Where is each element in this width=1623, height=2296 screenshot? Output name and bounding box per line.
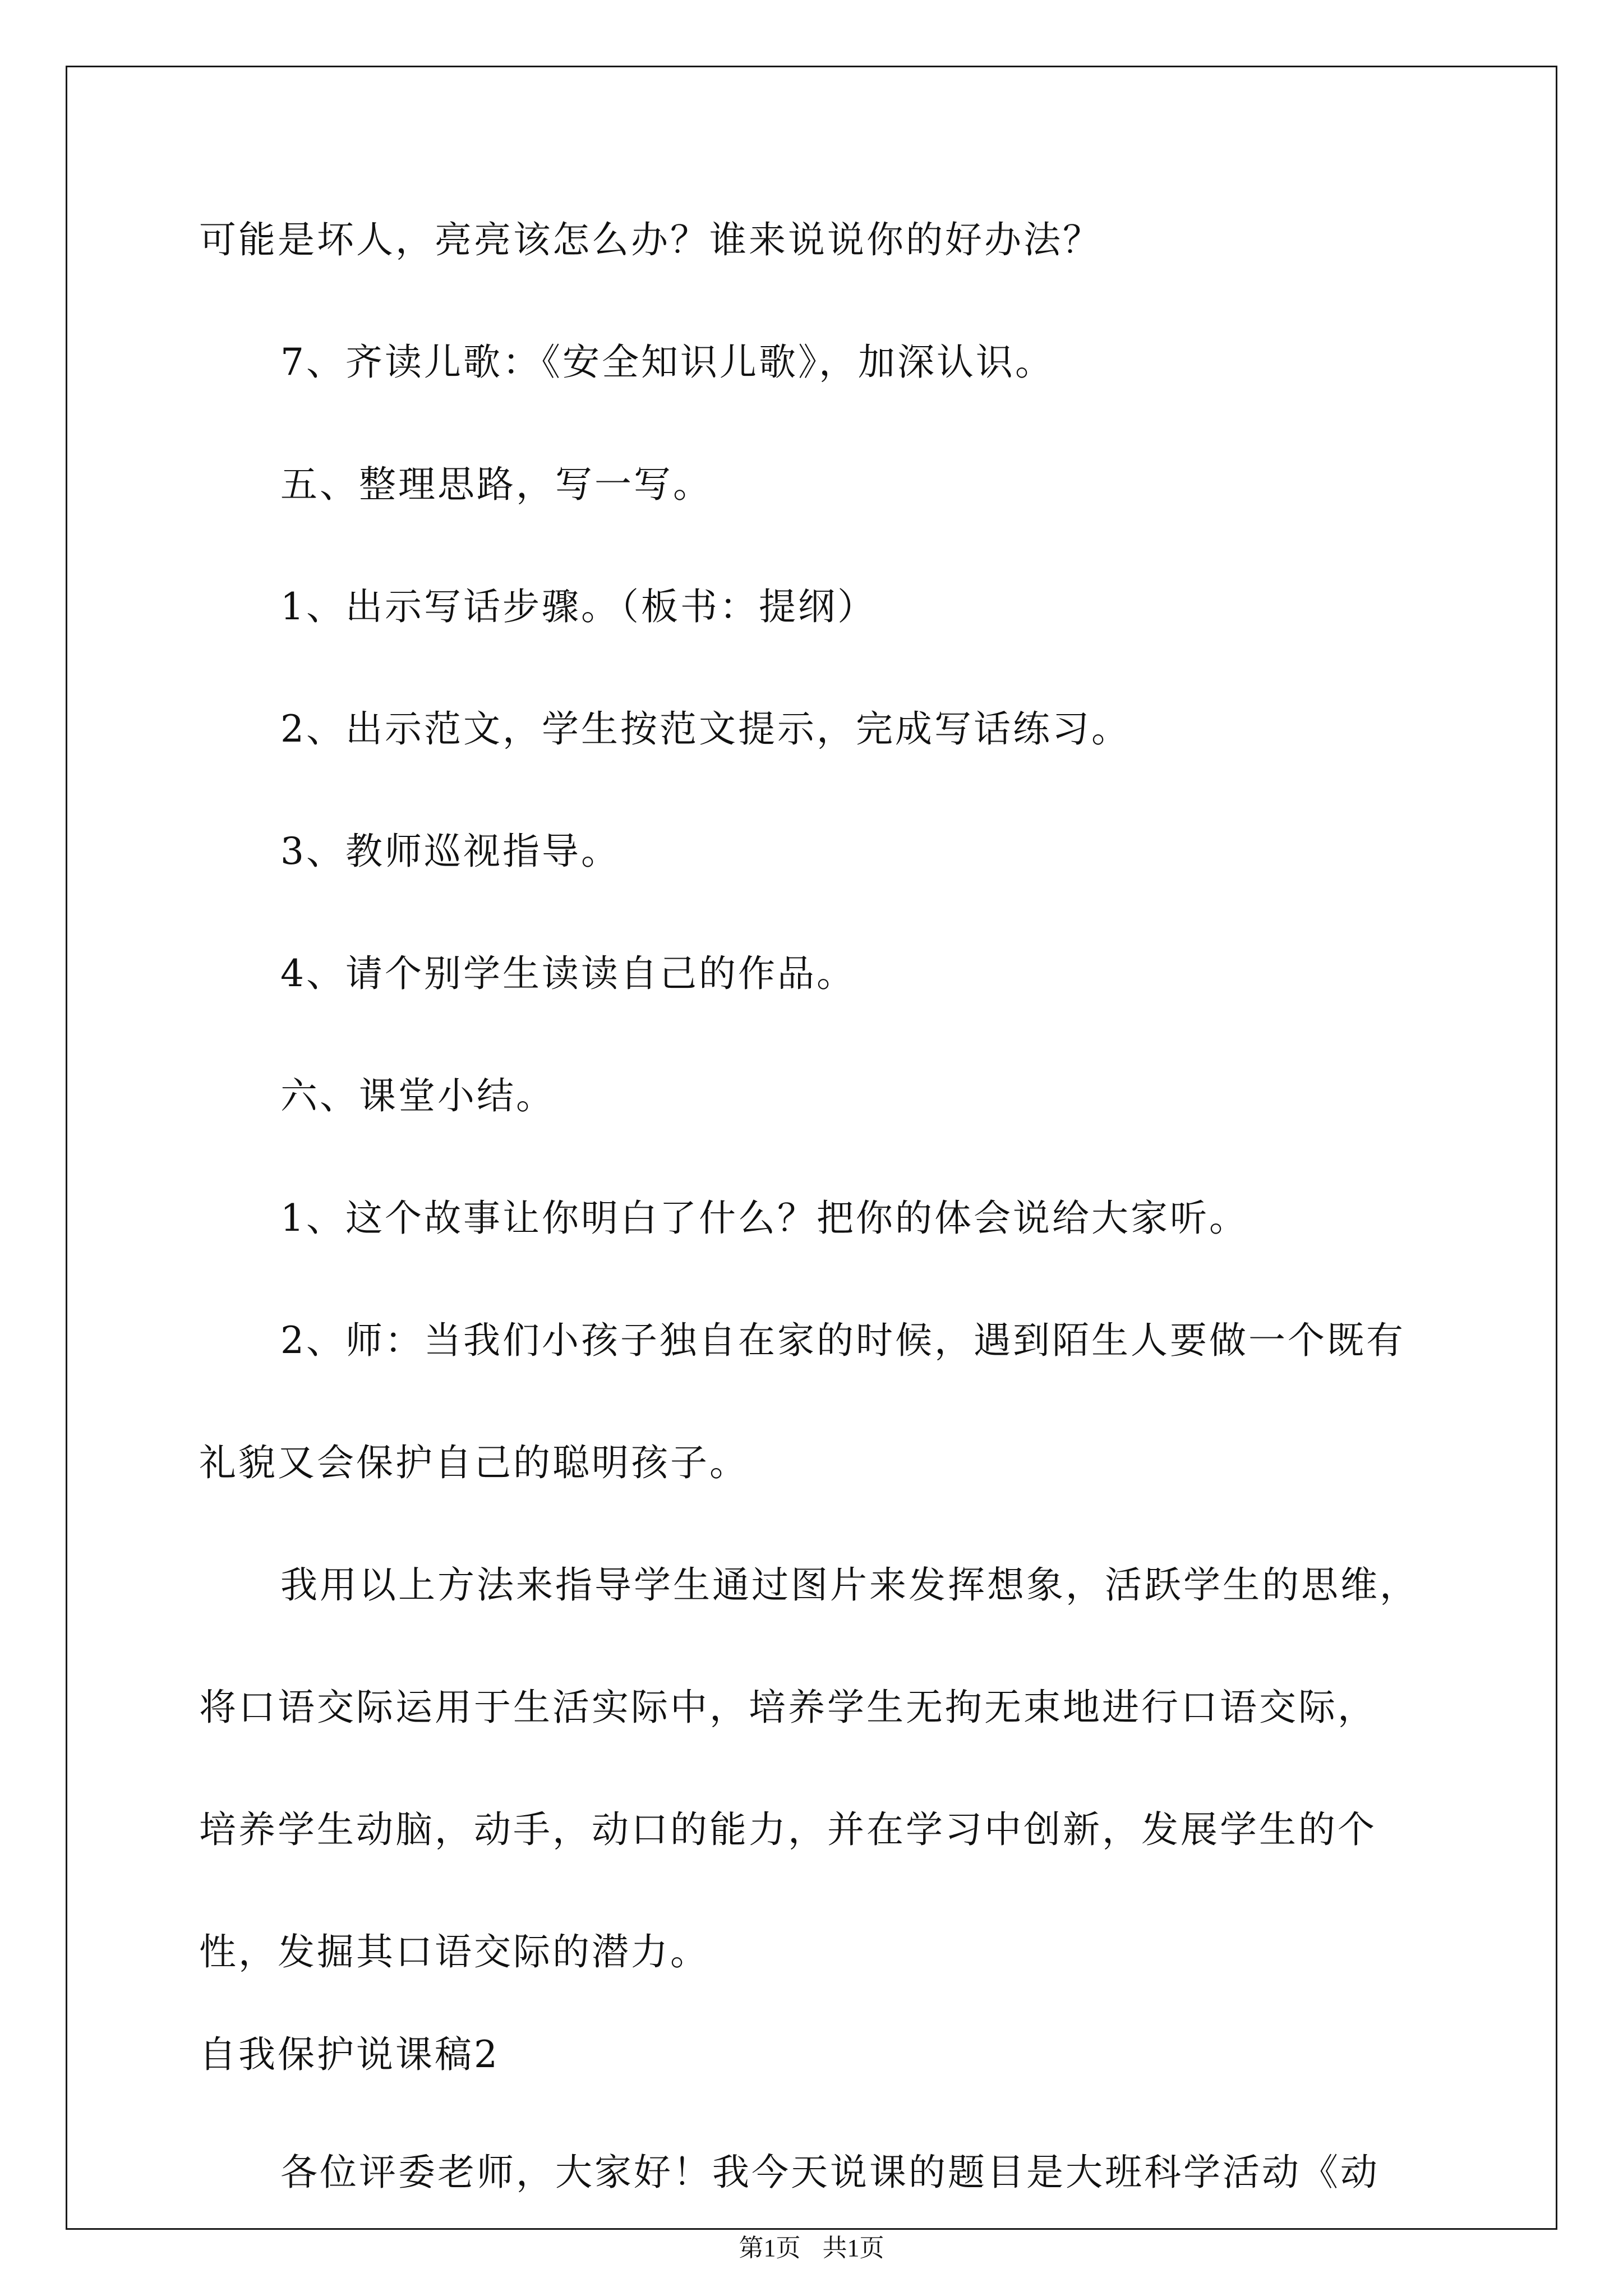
text-line: 7、齐读儿歌：《安全知识儿歌》，加深认识。 [280,341,1054,384]
text-line: 2、师：当我们小孩子独自在家的时候，遇到陌生人要做一个既有 [280,1319,1405,1362]
section-heading: 六、课堂小结。 [280,1074,555,1117]
text-line: 4、请个别学生读读自己的作品。 [280,952,856,995]
text-line: 性，发掘其口语交际的潜力。 [199,1930,709,1973]
section-heading: 五、整理思路，写一写。 [280,463,712,506]
page-footer [0,2233,1623,2264]
text-line: 我用以上方法来指导学生通过图片来发挥想象，活跃学生的思维， [280,1563,1419,1607]
document-title: 自我保护说课稿2 [199,2033,500,2076]
text-line: 1、这个故事让你明白了什么？把你的体会说给大家听。 [280,1197,1248,1240]
page-total: 共1页 [822,2234,884,2262]
text-line: 1、出示写话步骤。（板书：提纲） [280,585,877,628]
text-line: 礼貌又会保护自己的聪明孩子。 [199,1441,749,1484]
page-frame [66,66,1557,2230]
text-line: 3、教师巡视指导。 [280,830,620,873]
text-line: 将口语交际运用于生活实际中，培养学生无拘无束地进行口语交际， [199,1686,1377,1729]
page-number: 第1页 [739,2234,801,2262]
text-line: 培养学生动脑，动手，动口的能力，并在学习中创新，发展学生的个 [199,1808,1377,1851]
text-line: 可能是坏人，亮亮该怎么办？谁来说说你的好办法？ [199,218,1102,261]
text-line: 各位评委老师，大家好！我今天说课的题目是大班科学活动《动 [280,2151,1380,2194]
text-line: 2、出示范文，学生按范文提示，完成写话练习。 [280,707,1131,751]
